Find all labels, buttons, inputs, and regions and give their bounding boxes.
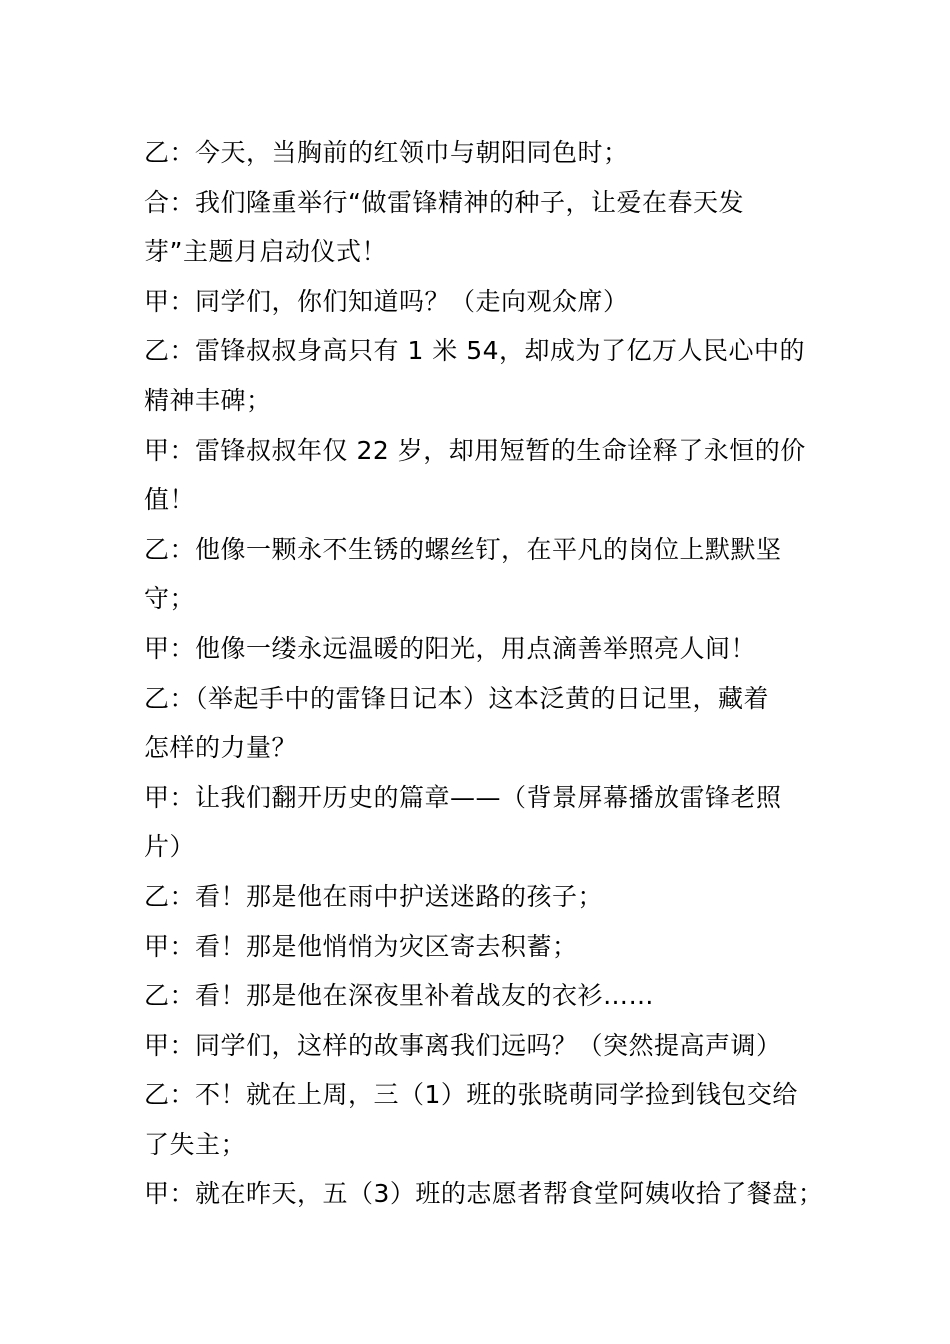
text-line: 了失主；: [144, 1129, 247, 1159]
text-line: 精神丰碑；: [144, 385, 272, 415]
text-line: 乙：看！那是他在深夜里补着战友的衣衫……: [144, 981, 655, 1011]
text-line: 值！: [144, 485, 196, 515]
text-line: 甲：同学们，你们知道吗？（走向观众席）: [144, 286, 629, 316]
text-line: 甲：看！那是他悄悄为灾区寄去积蓄；: [144, 931, 578, 961]
text-line: 甲：他像一缕永远温暖的阳光，用点滴善举照亮人间！: [144, 633, 757, 663]
text-line: 甲：就在昨天，五（3）班的志愿者帮食堂阿姨收拾了餐盘；: [144, 1179, 824, 1209]
text-line: 甲：同学们，这样的故事离我们远吗？（突然提高声调）: [144, 1030, 782, 1060]
text-line: 片）: [144, 832, 196, 862]
text-line: 芽”主题月启动仪式！: [144, 237, 387, 267]
text-line: 守；: [144, 584, 196, 614]
text-line: 甲：雷锋叔叔年仅 22 岁，却用短暂的生命诠释了永恒的价: [144, 435, 806, 465]
script-text-body: [144, 128, 834, 1219]
text-line: 乙：看！那是他在雨中护送迷路的孩子；: [144, 881, 604, 911]
text-line: 乙：雷锋叔叔身高只有 1 米 54，却成为了亿万人民心中的: [144, 336, 806, 366]
text-line: 甲：让我们翻开历史的篇章——（背景屏幕播放雷锋老照: [144, 782, 782, 812]
text-line: 乙：（举起手中的雷锋日记本）这本泛黄的日记里，藏着: [144, 683, 770, 713]
text-line: 怎样的力量？: [144, 733, 298, 763]
text-line: 乙：他像一颗永不生锈的螺丝钉，在平凡的岗位上默默坚: [144, 534, 782, 564]
text-line: 合：我们隆重举行“做雷锋精神的种子，让爱在春天发: [144, 187, 744, 217]
text-line: 乙：不！就在上周，三（1）班的张晓萌同学捡到钱包交给: [144, 1080, 798, 1110]
text-line: 乙：今天，当胸前的红领巾与朝阳同色时；: [144, 138, 629, 167]
